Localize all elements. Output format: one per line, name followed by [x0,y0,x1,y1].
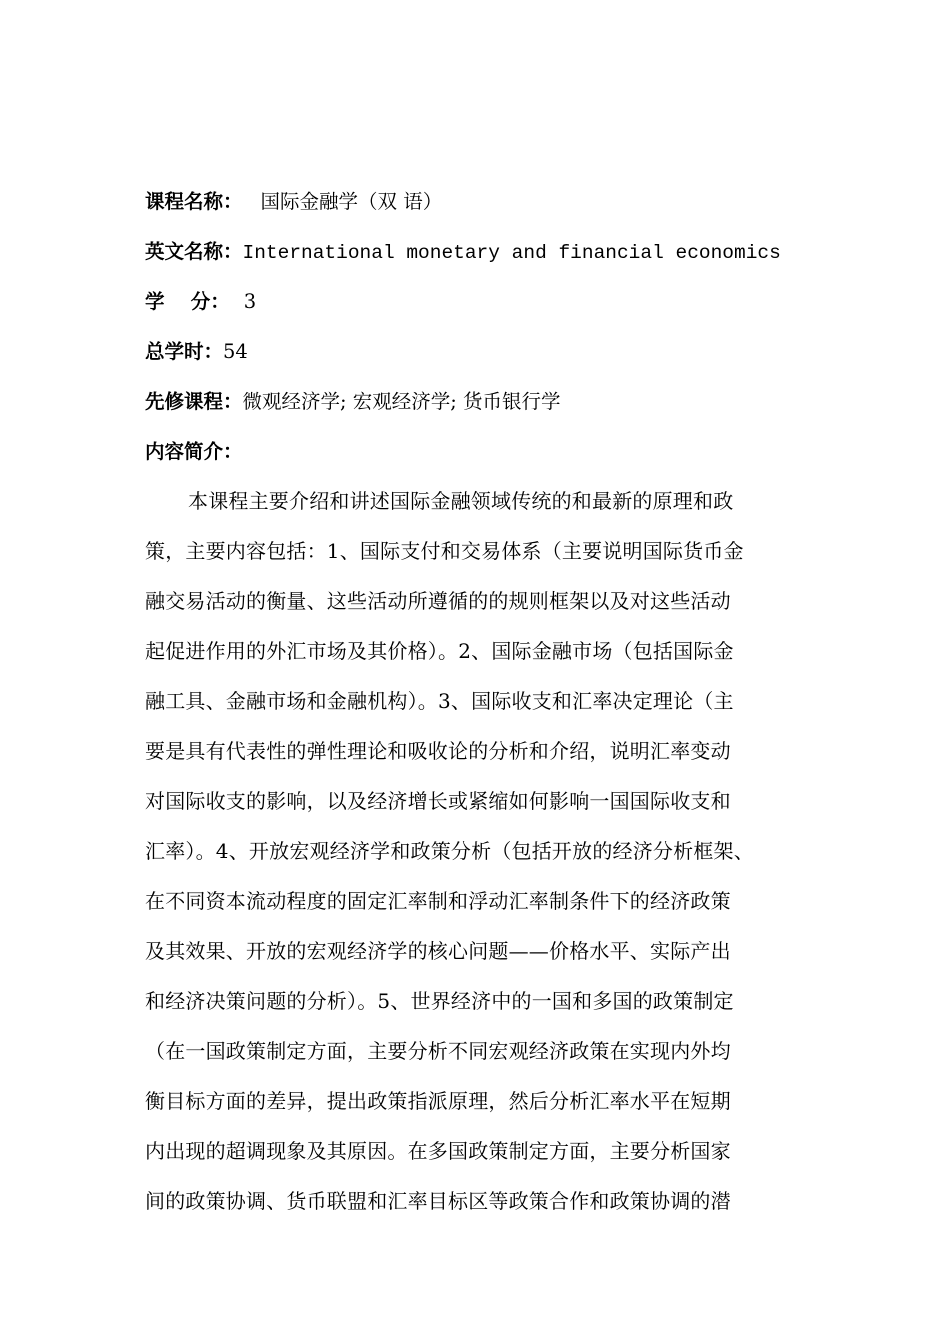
summary-line: 和经济决策问题的分析）。5、世界经济中的一国和多国的政策制定 [145,989,734,1013]
summary-line: 融交易活动的衡量、这些活动所遵循的的规则框架以及对这些活动 [145,589,731,613]
credits-value: 3 [243,290,257,313]
summary-line: 融工具、金融市场和金融机构）。3、国际收支和汇率决定理论（主 [145,689,734,713]
english-name-row [145,239,781,265]
summary-line: 起促进作用的外汇市场及其价格）。2、国际金融市场（包括国际金 [145,639,734,663]
summary-line: 对国际收支的影响，以及经济增长或紧缩如何影响一国国际收支和 [145,789,731,813]
summary-line: 及其效果、开放的宏观经济学的核心问题——价格水平、实际产出 [145,939,731,963]
english-name-value: International monetary and financial economics [242,242,781,264]
summary-line: 衡目标方面的差异，提出政策指派原理，然后分析汇率水平在短期 [145,1089,731,1113]
credits-row [145,289,256,314]
course-name-label: 课程名称： [145,190,243,213]
summary-line: 间的政策协调、货币联盟和汇率目标区等政策合作和政策协调的潜 [145,1189,731,1213]
summary-line: （在一国政策制定方面，主要分析不同宏观经济政策在实现内外均 [145,1039,731,1063]
course-name-row [145,189,442,214]
prerequisites-row [145,389,561,414]
english-name-label: 英文名称： [145,240,243,263]
summary-label: 内容简介： [145,440,243,463]
summary-line: 汇率）。4、开放宏观经济学和政策分析（包括开放的经济分析框架、 [145,839,754,863]
summary-line: 本课程主要介绍和讲述国际金融领域传统的和最新的原理和政 [188,489,734,513]
total-hours-value: 54 [223,340,248,363]
summary-heading-row [145,439,243,464]
summary-line: 要是具有代表性的弹性理论和吸收论的分析和介绍，说明汇率变动 [145,739,731,763]
summary-line: 策，主要内容包括：1、国际支付和交易体系（主要说明国际货币金 [145,539,744,563]
credits-label: 学 分： [145,290,230,313]
summary-line: 内出现的超调现象及其原因。在多国政策制定方面，主要分析国家 [145,1139,731,1163]
total-hours-label: 总学时： [145,340,224,363]
course-name-value: 国际金融学（双 语） [260,190,443,213]
prerequisites-label: 先修课程： [145,390,243,413]
total-hours-row [145,339,248,364]
summary-line: 在不同资本流动程度的固定汇率制和浮动汇率制条件下的经济政策 [145,889,731,913]
prerequisites-value: 微观经济学; 宏观经济学; 货币银行学 [242,390,561,413]
